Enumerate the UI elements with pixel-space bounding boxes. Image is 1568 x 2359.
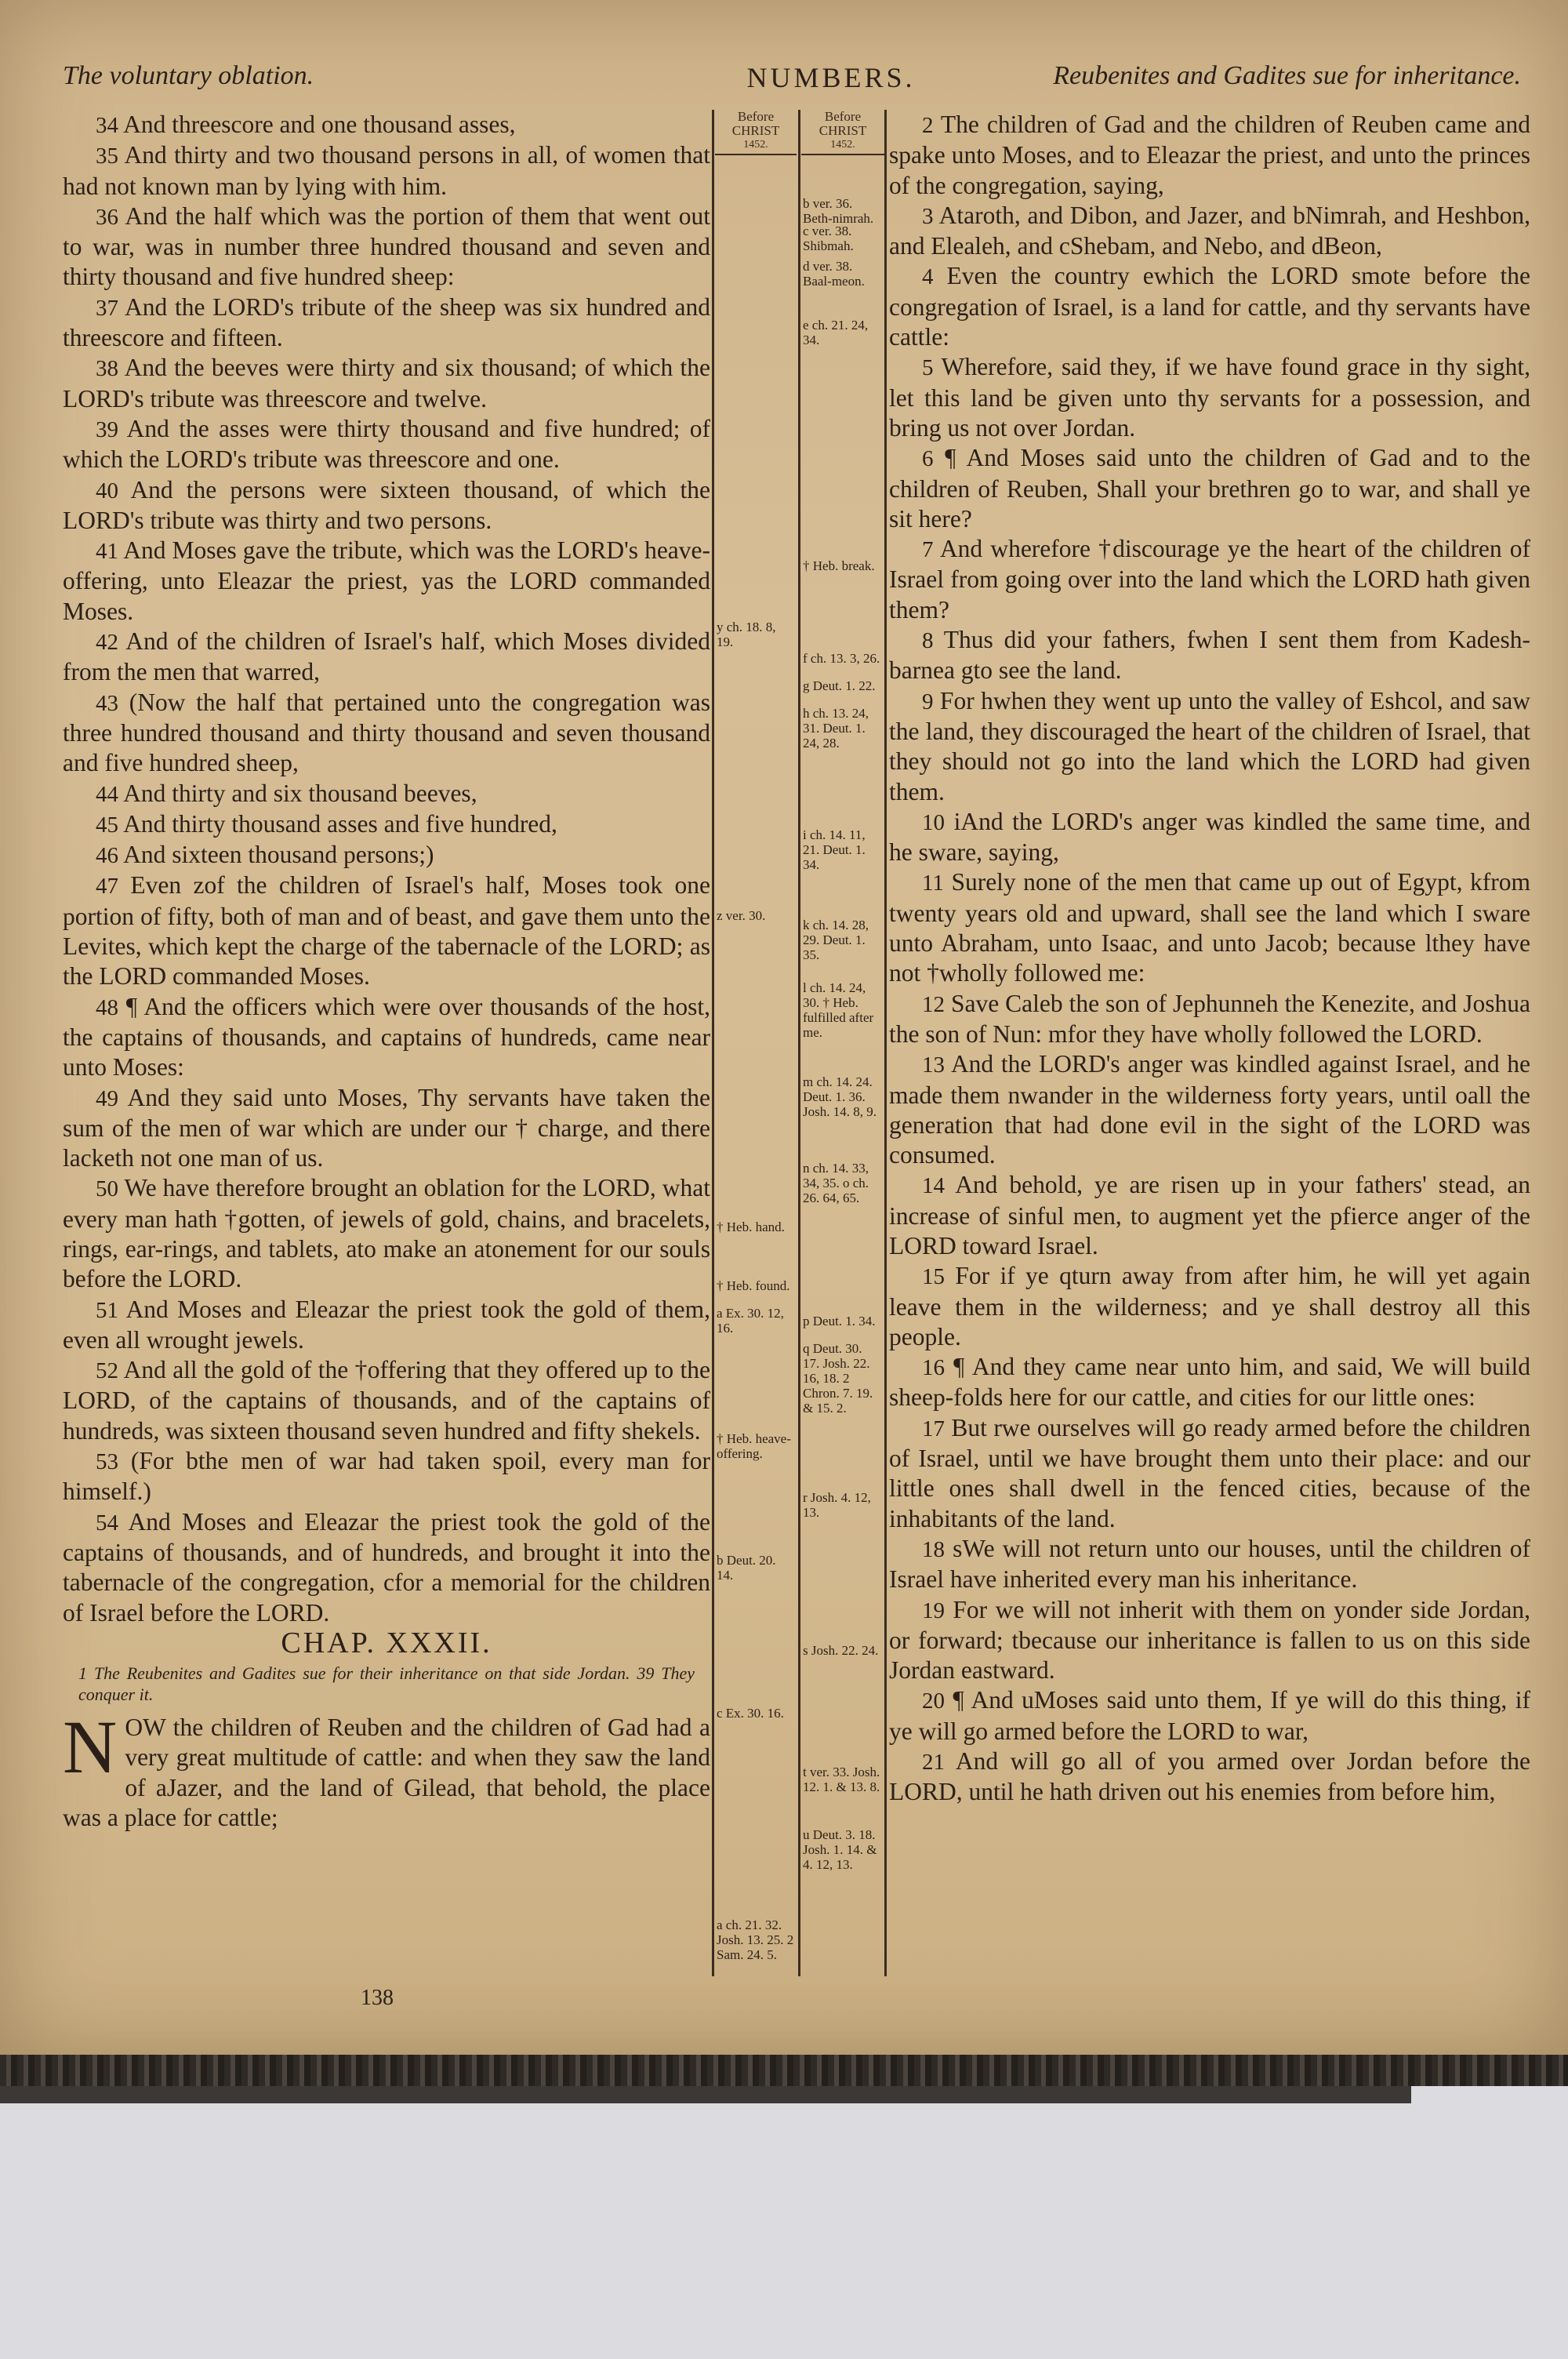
verse [889,443,1530,534]
verse [889,1685,1530,1747]
verse-text: sWe will not return unto our houses, until the children of Israel have inherited every man his inheritance. [889,1534,1531,1594]
verse [63,688,710,779]
margin-header-year: 1452. [830,139,855,151]
verse-text: And they said unto Moses, Thy servants have taken the sum of the men of war which are under our † charge, and there lacketh not one man of us. [63,1083,710,1172]
verse-number: 47 [96,874,118,900]
margin-note: m ch. 14. 24. Deut. 1. 36. Josh. 14. 8, 9. [803,1074,877,1119]
verse-text: For we will not inherit with them on yonder side Jordan, or forward; tbecause our inheritance is fallen to us on this side Jordan eastward. [889,1595,1530,1685]
verse-text: And sixteen thousand persons;) [123,841,434,869]
chapter-summary: 1 The Reubenites and Gadites sue for their inheritance on that side Jordan. 39 They conquer it. [78,1663,695,1705]
verse-number: 51 [96,1297,118,1323]
verse [889,867,1530,988]
verse-number: 13 [922,1052,945,1078]
verse-text: And the half which was the portion of them that went out to war, was in number three hundred thousand and seven and thirty thousand and five hundred sheep: [63,202,711,291]
verse [889,1595,1530,1686]
left-text-column [63,110,710,1833]
verse-text: We have therefore brought an oblation for the LORD, what every man hath †gotten, of jewels of gold, chains, and bracelets, rings, ear-rings, and tablets, ato make an atonement for our souls before the LORD. [63,1174,710,1293]
verse-number: 16 [922,1355,945,1381]
verse-number: 15 [922,1264,945,1290]
margin-header [801,110,884,155]
margin-note: g Deut. 1. 22. [803,678,876,693]
margin-header-year: 1452. [743,139,768,151]
verse-text: Even zof the children of Israel's half, Moses took one portion of fifty, both of man and of beast, and gave them unto the Levites, which kept the charge of the tabernacle of the LORD; as the LORD commanded Moses. [63,871,710,990]
verse-text: Even the country ewhich the LORD smote before the congregation of Israel, is a land for cattle, and thy servants have cattle: [889,262,1530,351]
margin-header-before: Before [824,109,862,124]
verse-number: 46 [96,843,118,869]
verse [889,261,1530,352]
verse [889,352,1530,443]
verse-number: 39 [96,416,118,442]
verse-text: ¶ And the officers which were over thousands of the host, the captains of thousands, and captains of hundreds, came near unto Moses: [63,992,711,1081]
verse-number: 45 [96,812,118,838]
verse-text: And the beeves were thirty and six thousand; of which the LORD's tribute was threescore and twelve. [63,354,710,413]
verse-number: 37 [96,295,118,321]
verse-text: ¶ And uMoses said unto them, If ye will do this thing, if ye will go armed before the LORD to war, [889,1686,1530,1745]
verse-text: And threescore and one thousand asses, [123,111,516,138]
verse-number: 49 [96,1085,118,1111]
verse-text: And the asses were thirty thousand and five hundred; of which the LORD's tribute was threescore and one. [63,414,710,474]
verse [63,1705,710,1833]
verse-number: 34 [96,113,118,138]
drop-capital: N [63,1705,118,1790]
verse-number: 44 [96,781,118,807]
margin-note: † Heb. break. [803,558,875,573]
verse-number: 53 [96,1449,118,1475]
verse-text: And Moses and Eleazar the priest took the gold of the captains of thousands, and of hundreds, and brought it into the tabernacle of the congregation, cfor a memorial for the children of Israel before the LORD. [63,1507,710,1627]
margin-note: † Heb. found. [717,1278,790,1293]
margin-note: t ver. 33. Josh. 12. 1. & 13. 8. [803,1765,880,1794]
margin-note: r Josh. 4. 12, 13. [803,1490,871,1520]
margin-note: † Heb. hand. [717,1219,785,1234]
margin-note: q Deut. 30. 17. Josh. 22. 16, 18. 2 Chron. 7. 19. & 15. 2. [803,1341,873,1416]
verse-number: 5 [922,355,934,381]
verse-text: For if ye qturn away from after him, he will yet again leave them in the wilderness; and ye shall destroy all this people. [889,1262,1531,1350]
verse-text: And thirty and six thousand beeves, [123,779,477,807]
verse-number: 48 [96,994,118,1020]
verse-number: 8 [922,628,934,654]
verse [63,1083,710,1174]
margin-note: c ver. 38. Shibmah. [803,224,854,253]
verse [63,1295,710,1356]
verse [63,1355,710,1446]
verse [63,779,710,809]
column-rule [884,110,887,1976]
verse [63,840,710,871]
running-head [63,61,1521,100]
verse-text: ¶ And Moses said unto the children of Gad and to the children of Reuben, Shall your brethren go to war, and shall ye sit here? [889,444,1530,533]
verse-number: 12 [922,991,945,1017]
margin-note: f ch. 13. 3, 26. [803,651,880,666]
running-head-book: NUMBERS. [746,62,916,93]
verse [63,475,710,536]
verse-number: 9 [922,689,934,714]
margin-note: s Josh. 22. 24. [803,1643,879,1658]
chapter-heading: CHAP. XXXII. [281,1626,492,1659]
margin-note: a ch. 21. 32. Josh. 13. 25. 2 Sam. 24. 5. [717,1917,794,1962]
margin-note: a Ex. 30. 12, 16. [717,1306,784,1336]
margin-note: e ch. 21. 24, 34. [803,318,869,347]
verse [63,1507,710,1628]
book-binding [0,2055,1568,2086]
margin-header [715,110,797,155]
verse-number: 41 [96,539,118,565]
verse-number: 19 [922,1598,945,1623]
margin-note: d ver. 38. Baal-meon. [803,259,865,289]
verse [889,534,1530,625]
verse-text: And thirty and two thousand persons in all, of women that had not known man by lying with him. [63,141,711,200]
verse-number: 50 [96,1176,118,1202]
margin-note: h ch. 13. 24, 31. Deut. 1. 24, 28. [803,706,869,751]
verse-number: 20 [922,1688,945,1714]
margin-references-right [801,110,884,158]
margin-note: b ver. 36. Beth-nimrah. [803,196,874,226]
verse-number: 42 [96,630,118,656]
margin-note: z ver. 30. [717,908,766,923]
verse-text: OW the children of Reuben and the children of Gad had a very great multitude of cattle: and when they saw the land of aJazer, and the land of Gilead, that behold, the place was a place for cattle; [63,1714,710,1832]
verse-text: (For bthe men of war had taken spoil, every man for himself.) [63,1447,711,1506]
verse [63,992,710,1083]
verse [889,1261,1530,1352]
verse-text: For hwhen they went up unto the valley of Eshcol, and saw the land, they discouraged the heart of the children of Israel, that they should not go into the land which the LORD had given them. [889,686,1530,805]
verse-text: And will go all of you armed over Jordan before the LORD, until he hath driven out his enemies from before him, [889,1747,1531,1806]
verse [889,110,1530,201]
verse-text: And the LORD's anger was kindled against Israel, and he made them nwander in the wilderness forty years, until oall the generation that had done evil in the sight of the LORD was consumed. [889,1050,1531,1169]
verse-number: 4 [922,264,934,290]
margin-note: b Deut. 20. 14. [717,1553,776,1583]
verse-number: 52 [96,1358,118,1384]
verse [889,989,1530,1050]
margin-note: p Deut. 1. 34. [803,1314,876,1329]
verse-number: 43 [96,690,118,716]
running-head-right: Reubenites and Gadites sue for inheritance. [1053,61,1521,90]
margin-note: k ch. 14. 28, 29. Deut. 1. 35. [803,918,869,962]
verse-number: 11 [922,871,944,896]
verse-number: 21 [922,1750,945,1776]
verse [889,1352,1530,1413]
verse [63,353,710,414]
verse-number: 35 [96,144,118,169]
verse-text: And thirty thousand asses and five hundred, [123,809,557,838]
margin-header-christ: CHRIST [731,123,780,138]
verse-number: 2 [922,113,934,138]
verse-number: 36 [96,204,118,230]
verse [63,110,710,140]
verse-number: 38 [96,356,118,382]
verse-text: Save Caleb the son of Jephunneh the Kenezite, and Joshua the son of Nun: mfor they have wholly followed the LORD. [889,989,1531,1048]
verse-number: 3 [922,203,934,229]
verse [889,686,1530,807]
verse [63,414,710,475]
verse [889,1049,1530,1170]
verse-text: And the persons were sixteen thousand, of which the LORD's tribute was thirty and two persons. [63,475,710,534]
verse-text: ¶ And they came near unto him, and said, We will build sheep-folds here for our cattle, and cities for our little ones: [889,1353,1530,1412]
running-head-left: The voluntary oblation. [63,61,314,90]
verse-text: The children of Gad and the children of Reuben came and spake unto Moses, and to Eleazar the priest, and unto the princes of the congregation, saying, [889,111,1530,199]
margin-note: † Heb. heave-offering. [717,1431,791,1461]
verse [889,1747,1530,1808]
margin-note: u Deut. 3. 18. Josh. 1. 14. & 4. 12, 13. [803,1827,877,1872]
margin-note: l ch. 14. 24, 30. † Heb. fulfilled after me. [803,980,874,1040]
margin-note: n ch. 14. 33, 34, 35. o ch. 26. 64, 65. [803,1161,869,1205]
verse-number: 7 [922,537,934,563]
right-text-column [889,110,1530,1808]
verse [63,1446,710,1507]
page-number: 138 [361,1986,394,2010]
verse-text: (Now the half that pertained unto the congregation was three hundred thousand and thirty thousand and seven thousand and five hundred sheep, [63,688,710,777]
verse [63,627,710,688]
verse [889,1413,1530,1534]
verse-text: And wherefore †discourage ye the heart of the children of Israel from going over into the land which the LORD hath given them? [889,535,1530,623]
verse-number: 6 [922,446,934,472]
verse [889,201,1530,262]
verse-text: And Moses and Eleazar the priest took the gold of them, even all wrought jewels. [63,1295,710,1354]
verse-text: And all the gold of the †offering that they offered up to the LORD, of the captains of thousands, and of the captains of hundreds, was sixteen thousand seven hundred and fifty shekels. [63,1356,711,1445]
verse-number: 14 [922,1173,945,1199]
verse [63,293,710,354]
verse-text: Wherefore, said they, if we have found grace in thy sight, let this land be given unto thy servants for a possession, and bring us not over Jordan. [889,353,1530,442]
verse [889,1534,1530,1595]
verse-number: 10 [922,809,945,835]
verse-number: 18 [922,1536,945,1562]
verse [63,536,710,627]
verse-number: 17 [922,1416,945,1441]
verse [889,1170,1530,1261]
verse-text: Surely none of the men that came up out of Egypt, kfrom twenty years old and upward, shall see the land which I sware unto Abraham, unto Isaac, and unto Jacob; because lthey have not †wholly followed me: [889,868,1531,987]
verse [63,809,710,840]
margin-header-christ: CHRIST [818,123,867,138]
book-binding-edge [0,2086,1411,2103]
verse-text: But rwe ourselves will go ready armed before the children of Israel, until we have brought them unto their place: and our little ones shall dwell in the fenced cities, because of the inhabitants of the land. [889,1413,1530,1532]
verse [63,1173,710,1294]
verse-text: Ataroth, and Dibon, and Jazer, and bNimrah, and Heshbon, and Elealeh, and cShebam, and Nebo, and dBeon, [889,201,1530,260]
margin-references-left [715,110,797,158]
verse [63,202,710,293]
verse-number: 54 [96,1510,118,1536]
verse-text: iAnd the LORD's anger was kindled the same time, and he sware, saying, [889,807,1531,867]
verse [63,871,710,991]
verse-text: And of the children of Israel's half, which Moses divided from the men that warred, [63,627,710,686]
margin-note: c Ex. 30. 16. [717,1706,784,1721]
verse [889,807,1530,868]
verse-text: And Moses gave the tribute, which was the LORD's heave-offering, unto Eleazar the priest, yas the LORD commanded Moses. [63,536,710,625]
verse-number: 40 [96,478,118,503]
margin-header-before: Before [737,109,775,124]
column-rule [712,110,714,1976]
margin-note: i ch. 14. 11, 21. Deut. 1. 34. [803,827,866,872]
verse [63,140,710,202]
column-rule [798,110,800,1976]
verse [889,625,1530,686]
margin-note: y ch. 18. 8, 19. [717,620,776,649]
verse-text: Thus did your fathers, fwhen I sent them from Kadesh-barnea gto see the land. [889,626,1530,685]
verse-text: And the LORD's tribute of the sheep was six hundred and threescore and fifteen. [63,293,710,352]
verse-text: And behold, ye are risen up in your fathers' stead, an increase of sinful men, to augment yet the pfierce anger of the LORD toward Israel. [889,1171,1531,1259]
